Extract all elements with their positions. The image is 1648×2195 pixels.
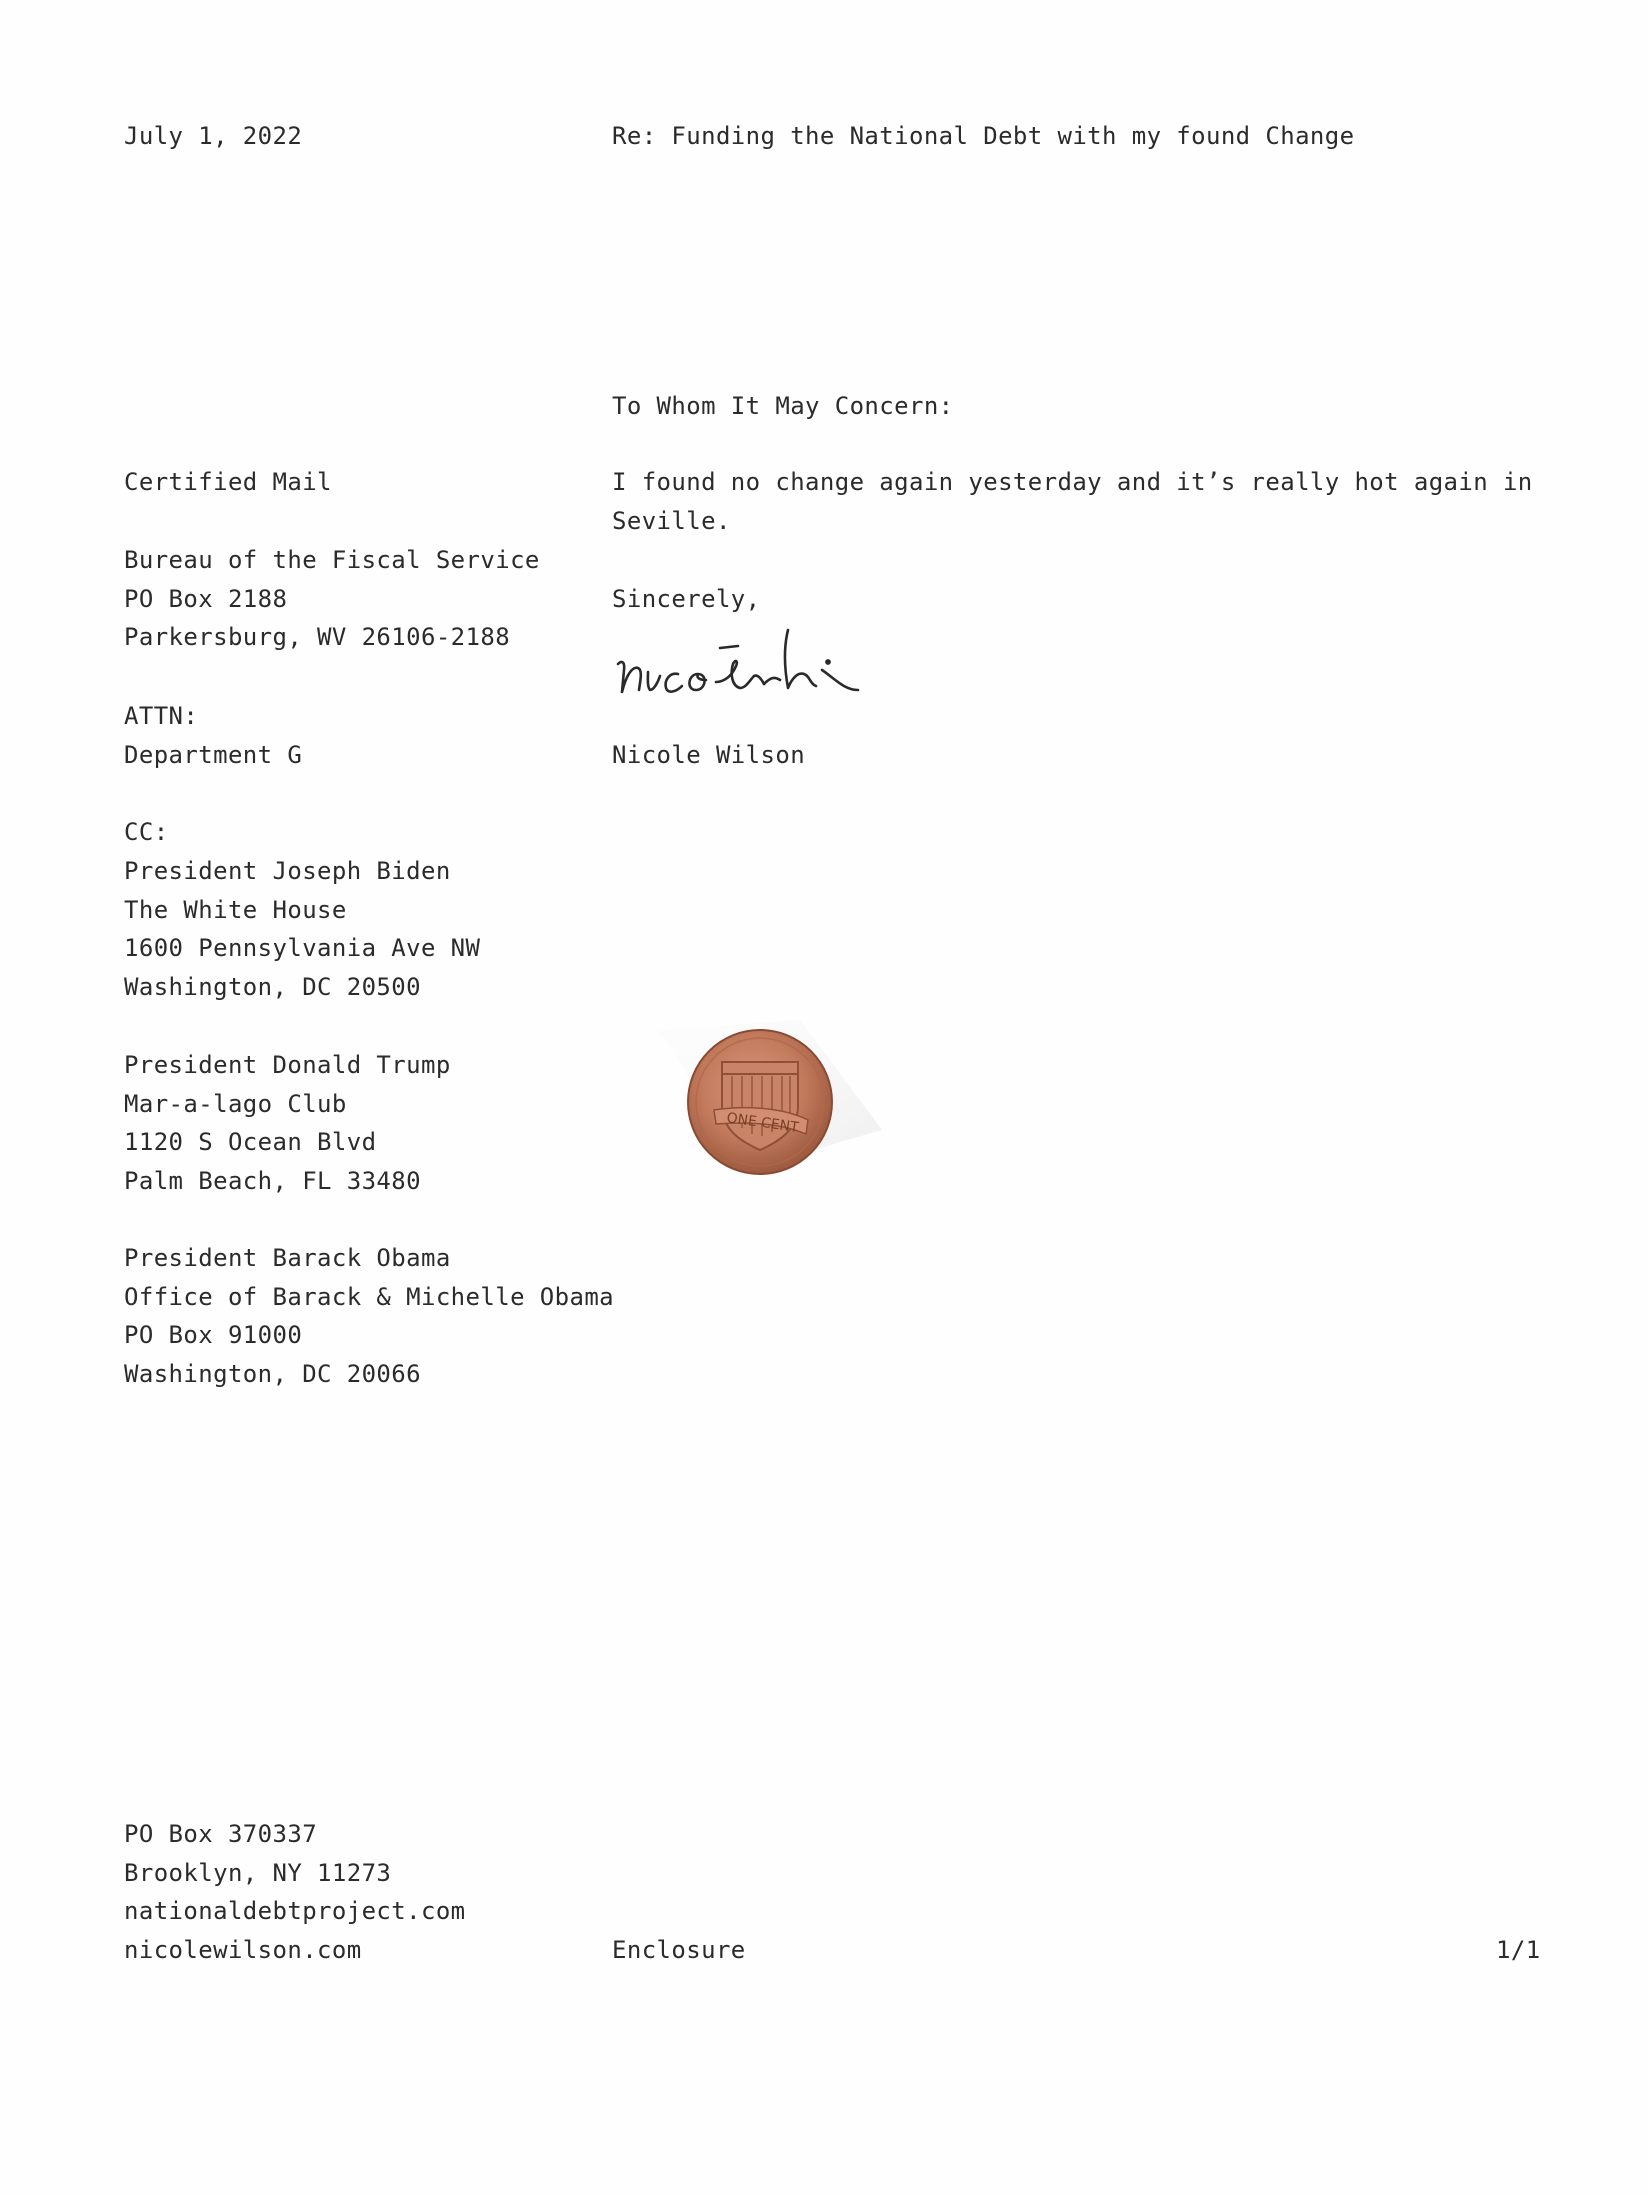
coin-inscription: ONE CENT <box>725 1110 800 1137</box>
page-number: 1/1 <box>1496 1936 1541 1964</box>
cc-line: Palm Beach, FL 33480 <box>124 1166 421 1195</box>
cc-recipient <box>124 1239 614 1393</box>
cc-line: President Barack Obama <box>124 1244 451 1272</box>
attention-line: Department G <box>124 740 303 769</box>
cc-line: The White House <box>124 895 347 924</box>
enclosure-label: Enclosure <box>612 1936 746 1964</box>
sender-link[interactable]: nationaldebtproject.com <box>124 1897 466 1925</box>
recipient-line: Bureau of the Fiscal Service <box>124 546 540 574</box>
cc-recipient <box>124 1046 451 1200</box>
attention-line: ATTN: <box>124 702 199 730</box>
recipient-address <box>124 541 540 657</box>
cc-line: 1600 Pennsylvania Ave NW <box>124 934 481 962</box>
cc-line: 1120 S Ocean Blvd <box>124 1128 377 1156</box>
cc-line: President Donald Trump <box>124 1051 451 1079</box>
sender-link[interactable]: nicolewilson.com <box>124 1935 362 1964</box>
body-paragraph-line: Seville. <box>612 506 731 535</box>
cc-line: PO Box 91000 <box>124 1321 303 1349</box>
cc-line: Mar-a-lago Club <box>124 1089 347 1118</box>
cc-line: Office of Barack & Michelle Obama <box>124 1282 615 1311</box>
cc-recipient <box>124 852 480 1006</box>
body-paragraph <box>612 463 1533 540</box>
closing: Sincerely, <box>612 585 761 613</box>
recipient-line: PO Box 2188 <box>124 584 288 613</box>
salutation: To Whom It May Concern: <box>612 392 954 420</box>
delivery-method: Certified Mail <box>124 468 332 496</box>
recipient-line: Parkersburg, WV 26106-2188 <box>124 623 511 651</box>
sender-address <box>124 1815 466 1969</box>
letter-date: July 1, 2022 <box>124 122 303 150</box>
sender-line: Brooklyn, NY 11273 <box>124 1858 392 1887</box>
letter-subject: Re: Funding the National Debt with my found Change <box>612 122 1355 150</box>
attention-block <box>124 697 302 774</box>
body-paragraph-line: I found no change again yesterday and it’s really hot again in <box>612 468 1533 496</box>
sender-line: PO Box 370337 <box>124 1820 318 1848</box>
penny-coin-image <box>650 1010 900 1190</box>
signer-name: Nicole Wilson <box>612 741 806 769</box>
cc-line: President Joseph Biden <box>124 857 451 885</box>
cc-line: Washington, DC 20066 <box>124 1359 421 1388</box>
handwritten-signature <box>612 618 942 718</box>
cc-line: Washington, DC 20500 <box>124 972 421 1001</box>
cc-label: CC: <box>124 818 169 846</box>
